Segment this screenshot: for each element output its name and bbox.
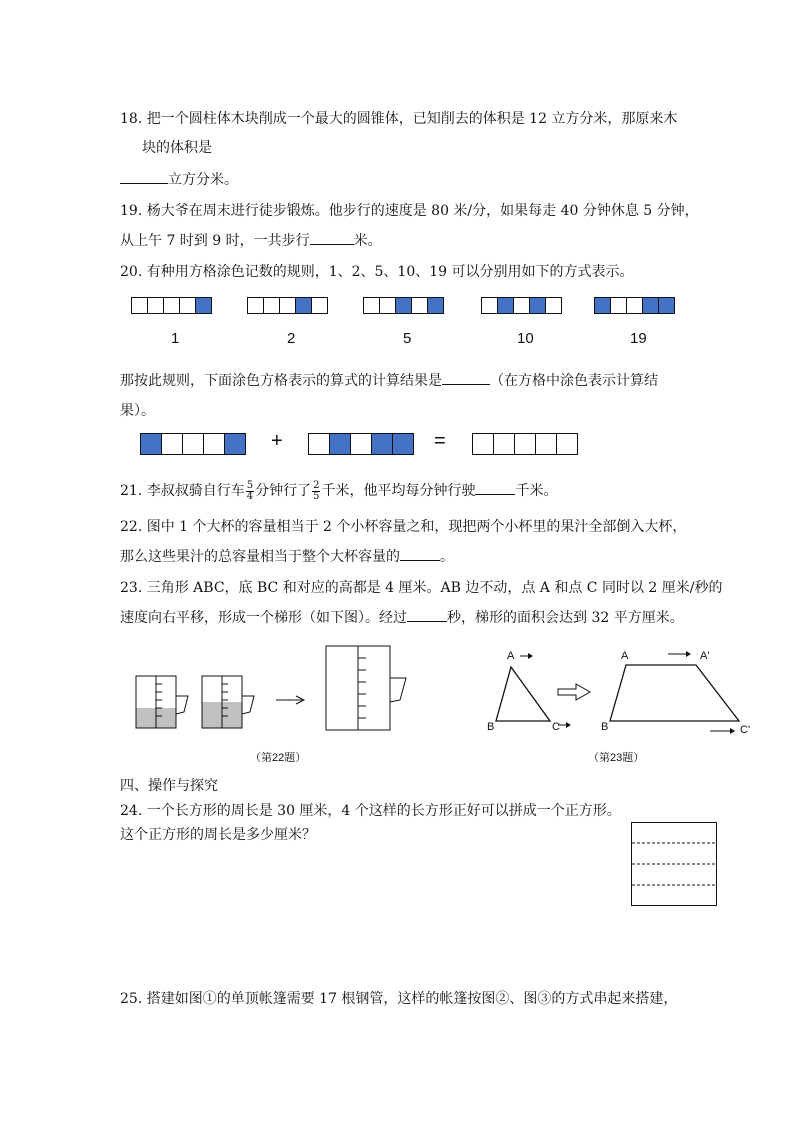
grid-cell	[497, 297, 514, 314]
q23-line2: 速度向右平移，形成一个梯形（如下图）。经过 秒，梯形的面积会达到 32 平方厘米。	[120, 610, 684, 626]
q22-line1: 22. 图中 1 个大杯的容量相当于 2 个小杯容量之和，现把两个小杯里的果汁全部倒入大杯，	[120, 519, 687, 535]
grid-cell	[513, 297, 530, 314]
grid-cell	[131, 297, 148, 314]
answer-blank[interactable]	[475, 482, 515, 495]
answer-cell[interactable]	[472, 433, 494, 455]
example-grid	[594, 297, 674, 314]
label-a: A	[507, 650, 515, 662]
q18-line1: 18. 把一个圆柱体木块削成一个最大的圆锥体，已知削去的体积是 12 立方分米，那原来木	[120, 111, 678, 127]
label-a2: A	[621, 650, 629, 662]
square-figure	[631, 822, 717, 906]
grid-cell	[594, 297, 611, 314]
answer-blank[interactable]	[310, 232, 354, 245]
label-b: B	[487, 721, 495, 733]
q18-line3: 立方分米。	[120, 171, 238, 189]
grid-cell	[481, 297, 498, 314]
example-grid	[363, 297, 443, 314]
grid-cell	[350, 433, 372, 455]
plus-sign: +	[271, 430, 283, 452]
grid-cell	[140, 433, 162, 455]
answer-blank[interactable]	[442, 372, 490, 385]
grid-cell	[224, 433, 246, 455]
q20-line3: 果）。	[120, 403, 155, 419]
q22-line2: 那么这些果汁的总容量相当于整个大杯容量的 。	[120, 549, 454, 565]
grid-cell	[411, 297, 428, 314]
grid-cell	[392, 433, 414, 455]
label-c-prime: C'	[740, 724, 751, 736]
q23-line1: 23. 三角形 ABC，底 BC 和对应的高都是 4 厘米。AB 边不动，点 A 和点 C 同时以 2 厘米/秒的	[120, 580, 723, 596]
label-c: C	[552, 721, 560, 733]
answer-blank[interactable]	[400, 548, 440, 561]
q24-line1: 24. 一个长方形的周长是 30 厘米，4 个这样的长方形正好可以拼成一个正方形。	[120, 803, 621, 819]
answer-cell[interactable]	[514, 433, 536, 455]
answer-cell[interactable]	[535, 433, 557, 455]
grid-cell	[379, 297, 396, 314]
answer-blank[interactable]	[407, 609, 447, 622]
grid-cell	[179, 297, 196, 314]
grid-cell	[626, 297, 643, 314]
equation-right-grid	[308, 433, 413, 455]
grid-cell	[263, 297, 280, 314]
grid-cell	[203, 433, 225, 455]
q19-line2: 从上午 7 时到 9 时，一共步行 米。	[120, 233, 382, 249]
grid-cell	[371, 433, 393, 455]
q20-line1: 20. 有种用方格涂色记数的规则，1、2、5、10、19 可以分别用如下的方式表示。	[120, 264, 634, 280]
grid-cell	[308, 433, 330, 455]
grid-cell	[161, 433, 183, 455]
q25-line1: 25. 搭建如图①的单顶帐篷需要 17 根钢管，这样的帐篷按图②、图③的方式串起来搭建，	[120, 991, 678, 1007]
figure-23-caption: （第23题）	[588, 752, 645, 764]
equation-result-grid[interactable]	[472, 433, 577, 455]
section-heading: 四、操作与探究	[120, 778, 218, 794]
fraction-2-5: $\frac{2}{5}$	[313, 479, 320, 502]
grid-cell	[395, 297, 412, 314]
grid-cell	[279, 297, 296, 314]
example-label: 2	[287, 330, 296, 347]
example-grid	[247, 297, 327, 314]
q24-line2: 这个正方形的周长是多少厘米？	[120, 827, 316, 843]
grid-cell	[610, 297, 627, 314]
grid-cell	[295, 297, 312, 314]
q21-line: 21. 李叔叔骑自行车 $\frac{5}{4}$ 分钟行了 $\frac{2}{5}$ 千米，他平均每分钟行驶 千米。	[120, 479, 558, 502]
example-grid	[131, 297, 211, 314]
fraction-5-4: $\frac{5}{4}$	[246, 479, 254, 502]
grid-cell	[658, 297, 675, 314]
grid-cell	[363, 297, 380, 314]
figure-22-caption: （第22题）	[250, 752, 307, 764]
example-grid	[481, 297, 561, 314]
example-label: 5	[403, 330, 412, 347]
grid-cell	[427, 297, 444, 314]
example-label: 19	[630, 330, 647, 347]
grid-cell	[147, 297, 164, 314]
q19-line1: 19. 杨大爷在周末进行徒步锻炼。他步行的速度是 80 米/分，如果每走 40 分钟休息 5 分钟，	[120, 203, 699, 219]
equation-left-grid	[140, 433, 245, 455]
label-a-prime: A'	[700, 650, 710, 662]
cups-figure	[130, 640, 420, 740]
answer-blank[interactable]	[120, 171, 168, 184]
q18-line2: 块的体积是	[142, 140, 212, 156]
example-label: 10	[517, 330, 534, 347]
grid-cell	[311, 297, 328, 314]
grid-cell	[329, 433, 351, 455]
answer-cell[interactable]	[493, 433, 515, 455]
label-b2: B	[601, 721, 609, 733]
grid-cell	[195, 297, 212, 314]
answer-cell[interactable]	[556, 433, 578, 455]
grid-cell	[247, 297, 264, 314]
grid-cell	[529, 297, 546, 314]
grid-cell	[182, 433, 204, 455]
grid-cell	[163, 297, 180, 314]
equals-sign: =	[434, 430, 446, 452]
grid-cell	[545, 297, 562, 314]
q20-line2: 那按此规则，下面涂色方格表示的算式的计算结果是 （在方格中涂色表示计算结	[120, 373, 658, 389]
grid-cell	[642, 297, 659, 314]
example-label: 1	[171, 330, 180, 347]
